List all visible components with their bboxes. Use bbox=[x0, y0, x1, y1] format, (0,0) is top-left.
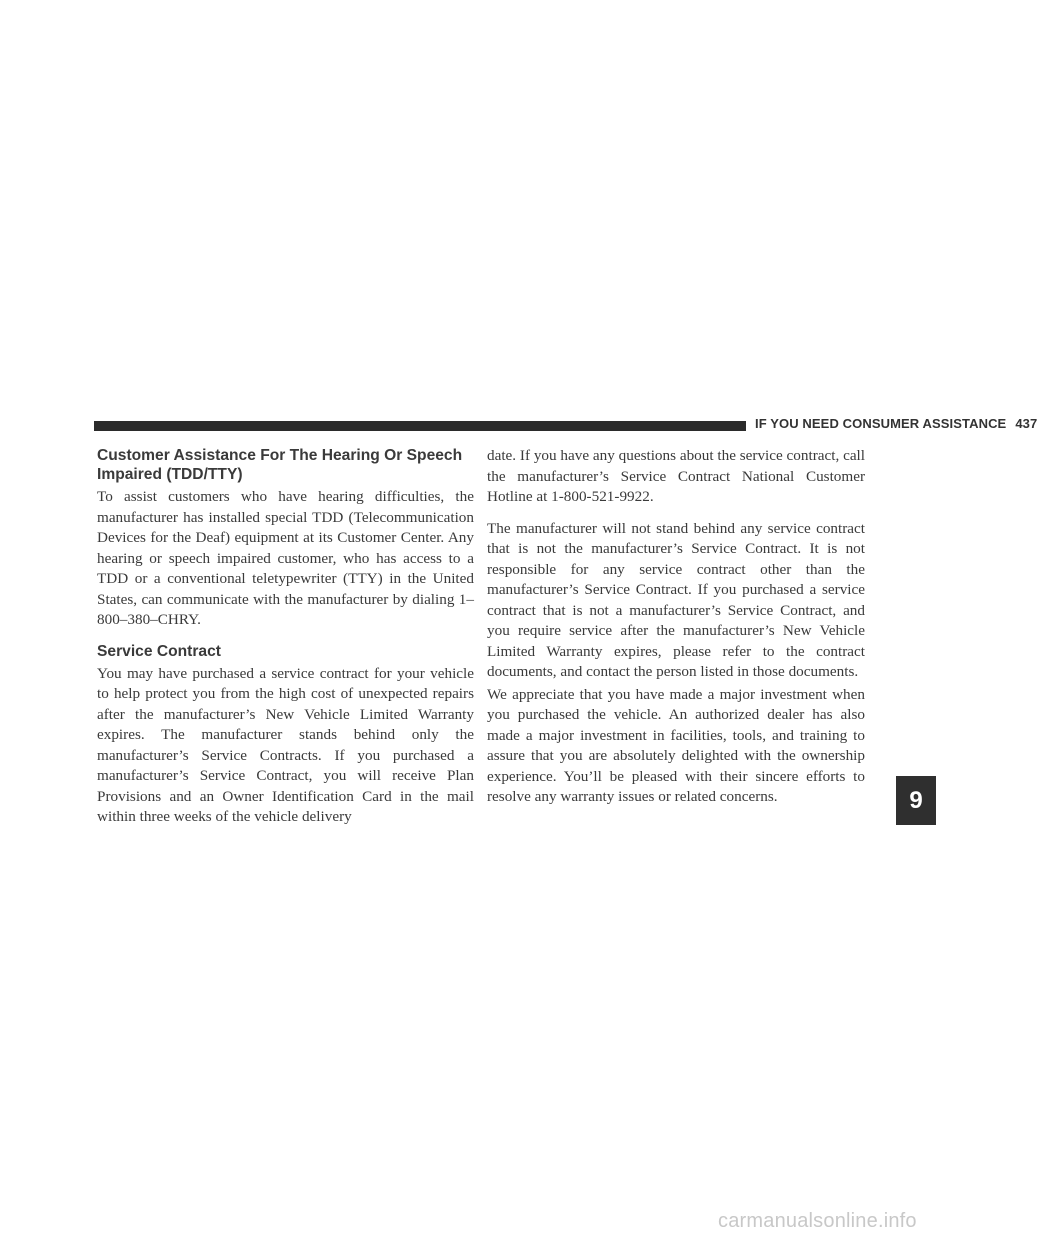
paragraph-contract-continued: date. If you have any questions about the service contract, call the manufacturer’s Service Contract National Customer Hotline at 1-800-521-9922. bbox=[487, 447, 865, 505]
page-number: 437 bbox=[1015, 416, 1037, 431]
paragraph-service-contract: You may have purchased a service contract for your vehicle to help protect you from the high cost of unexpected repairs after the manufacturer’s New Vehicle Limited Warranty expires. The manufacturer stands behind only the manufacturer’s Service Contracts. If you purchased a manufacturer’s Service Contract, you will receive Plan Provisions and an Owner Identification Card in the mail within three weeks of the vehicle delivery bbox=[97, 664, 474, 825]
paragraph-not-manufacturer-contract: The manufacturer will not stand behind any service contract that is not the manufacturer’s Service Contract. It is not responsible for any service contract other than the manufacturer’s Service Contract. If you purchased a service contract that is not a manufacturer’s Service Contract, and you require service after the manufacturer’s New Vehicle Limited Warranty expires, please refer to the contract documents, and contact the person listed in those documents. bbox=[487, 519, 865, 680]
right-column bbox=[487, 446, 865, 808]
running-header bbox=[755, 416, 1037, 431]
heading-tdd-tty: Customer Assistance For The Hearing Or Speech Impaired (TDD/TTY) bbox=[97, 447, 463, 483]
left-column bbox=[97, 446, 474, 828]
paragraph-appreciation: We appreciate that you have made a major investment when you purchased the vehicle. An authorized dealer has also made a major investment in facilities, tools, and training to assure that you are absolutely delighted with the ownership experience. You’ll be pleased with their sincere efforts to resolve any warranty issues or related concerns. bbox=[487, 685, 865, 805]
chapter-tab: 9 bbox=[896, 776, 936, 825]
heading-service-contract: Service Contract bbox=[97, 642, 221, 660]
header-rule bbox=[94, 421, 746, 431]
watermark: carmanualsonline.info bbox=[718, 1210, 917, 1232]
paragraph-tdd-tty: To assist customers who have hearing difficulties, the manufacturer has installed special TDD (Telecommunication Devices for the Deaf) equipment at its Customer Center. Any hearing or speech impaired customer, who has access to a TDD or a conventional teletypewriter (TTY) in the United States, can communicate with the manufacturer by dialing 1–800–380–CHRY. bbox=[97, 488, 474, 628]
section-title: IF YOU NEED CONSUMER ASSISTANCE bbox=[755, 416, 1007, 431]
